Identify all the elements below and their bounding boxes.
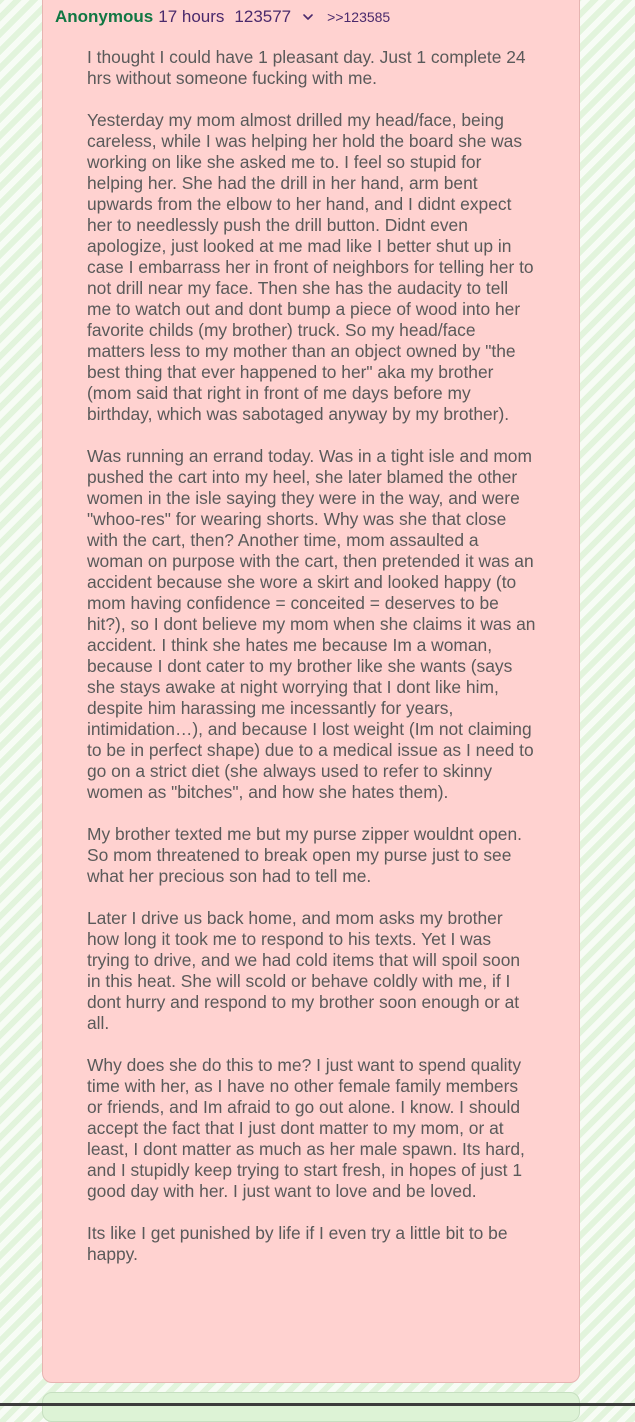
chevron-down-icon[interactable]	[301, 10, 315, 24]
post-paragraph: Yesterday my mom almost drilled my head/face, being careless, while I was helping her hold the board she was working on like she asked me to. I feel so stupid for helping her. She had the drill in her hand, arm bent upwards from the elbow to her hand, and I didnt expect her to needlessly push the drill button. Didnt even apologize, just looked at me mad like I better shut up in case I embarrass her in front of neighbors for telling her to not drill near my face. Then she has the audacity to tell me to watch out and dont bump a piece of wood into her favorite childs (my brother) truck. So my head/face matters less to my mother than an object owned by "the best thing that ever happened to her" aka my brother (mom said that right in front of me days before my birthday, which was sabotaged anyway by my brother).	[87, 110, 534, 424]
post-number[interactable]: 123577	[234, 7, 292, 26]
next-post-container	[42, 1392, 580, 1422]
post-time: 17 hours	[158, 7, 225, 26]
post-paragraph: I thought I could have 1 pleasant day. Just 1 complete 24 hrs without someone fucking with me.	[87, 47, 526, 88]
reply-backlink[interactable]: >>123585	[327, 9, 391, 25]
post-header	[55, 7, 390, 29]
post-paragraph: Later I drive us back home, and mom asks my brother how long it took me to respond to his texts. Yet I was trying to drive, and we had cold items that will spoil soon in this heat. She will scold or behave coldly with me, if I dont hurry and respond to my brother soon enough or at all.	[87, 908, 521, 1033]
post-paragraph: Its like I get punished by life if I even try a little bit to be happy.	[87, 1223, 508, 1264]
post-paragraph: Why does she do this to me? I just want to spend quality time with her, as I have no other female family members or friends, and Im afraid to go out alone. I know. I should accept the fact that I just dont matter to my mom, or at least, I dont matter as much as her male spawn. Its hard, and I stupidly keep trying to start fresh, in hopes of just 1 good day with her. I just want to love and be loved.	[87, 1055, 525, 1201]
post-body	[87, 47, 537, 1265]
post-container	[42, 0, 580, 1383]
post-paragraph: Was running an errand today. Was in a tight isle and mom pushed the cart into my heel, she later blamed the other women in the isle saying they were in the way, and were "whoo-res" for wearing shorts. Why was she that close with the cart, then? Another time, mom assaulted a woman on purpose with the cart, then pretended it was an accident because she wore a skirt and looked happy (to mom having confidence = conceited = deserves to be hit?), so I dont believe my mom when she claims it was an accident. I think she hates me because Im a woman, because I dont cater to my brother like she wants (says she stays awake at night worrying that I dont like him, despite him harassing me incessantly for years, intimidation…), and because I lost weight (Im not claiming to be in perfect shape) due to a medical issue as I need to go on a strict diet (she always used to refer to skinny women as "bitches", and how she hates them).	[87, 446, 536, 802]
poster-name: Anonymous	[55, 7, 154, 26]
post-paragraph: My brother texted me but my purse zipper wouldnt open. So mom threatened to break open my purse just to see what her precious son had to tell me.	[87, 824, 522, 886]
